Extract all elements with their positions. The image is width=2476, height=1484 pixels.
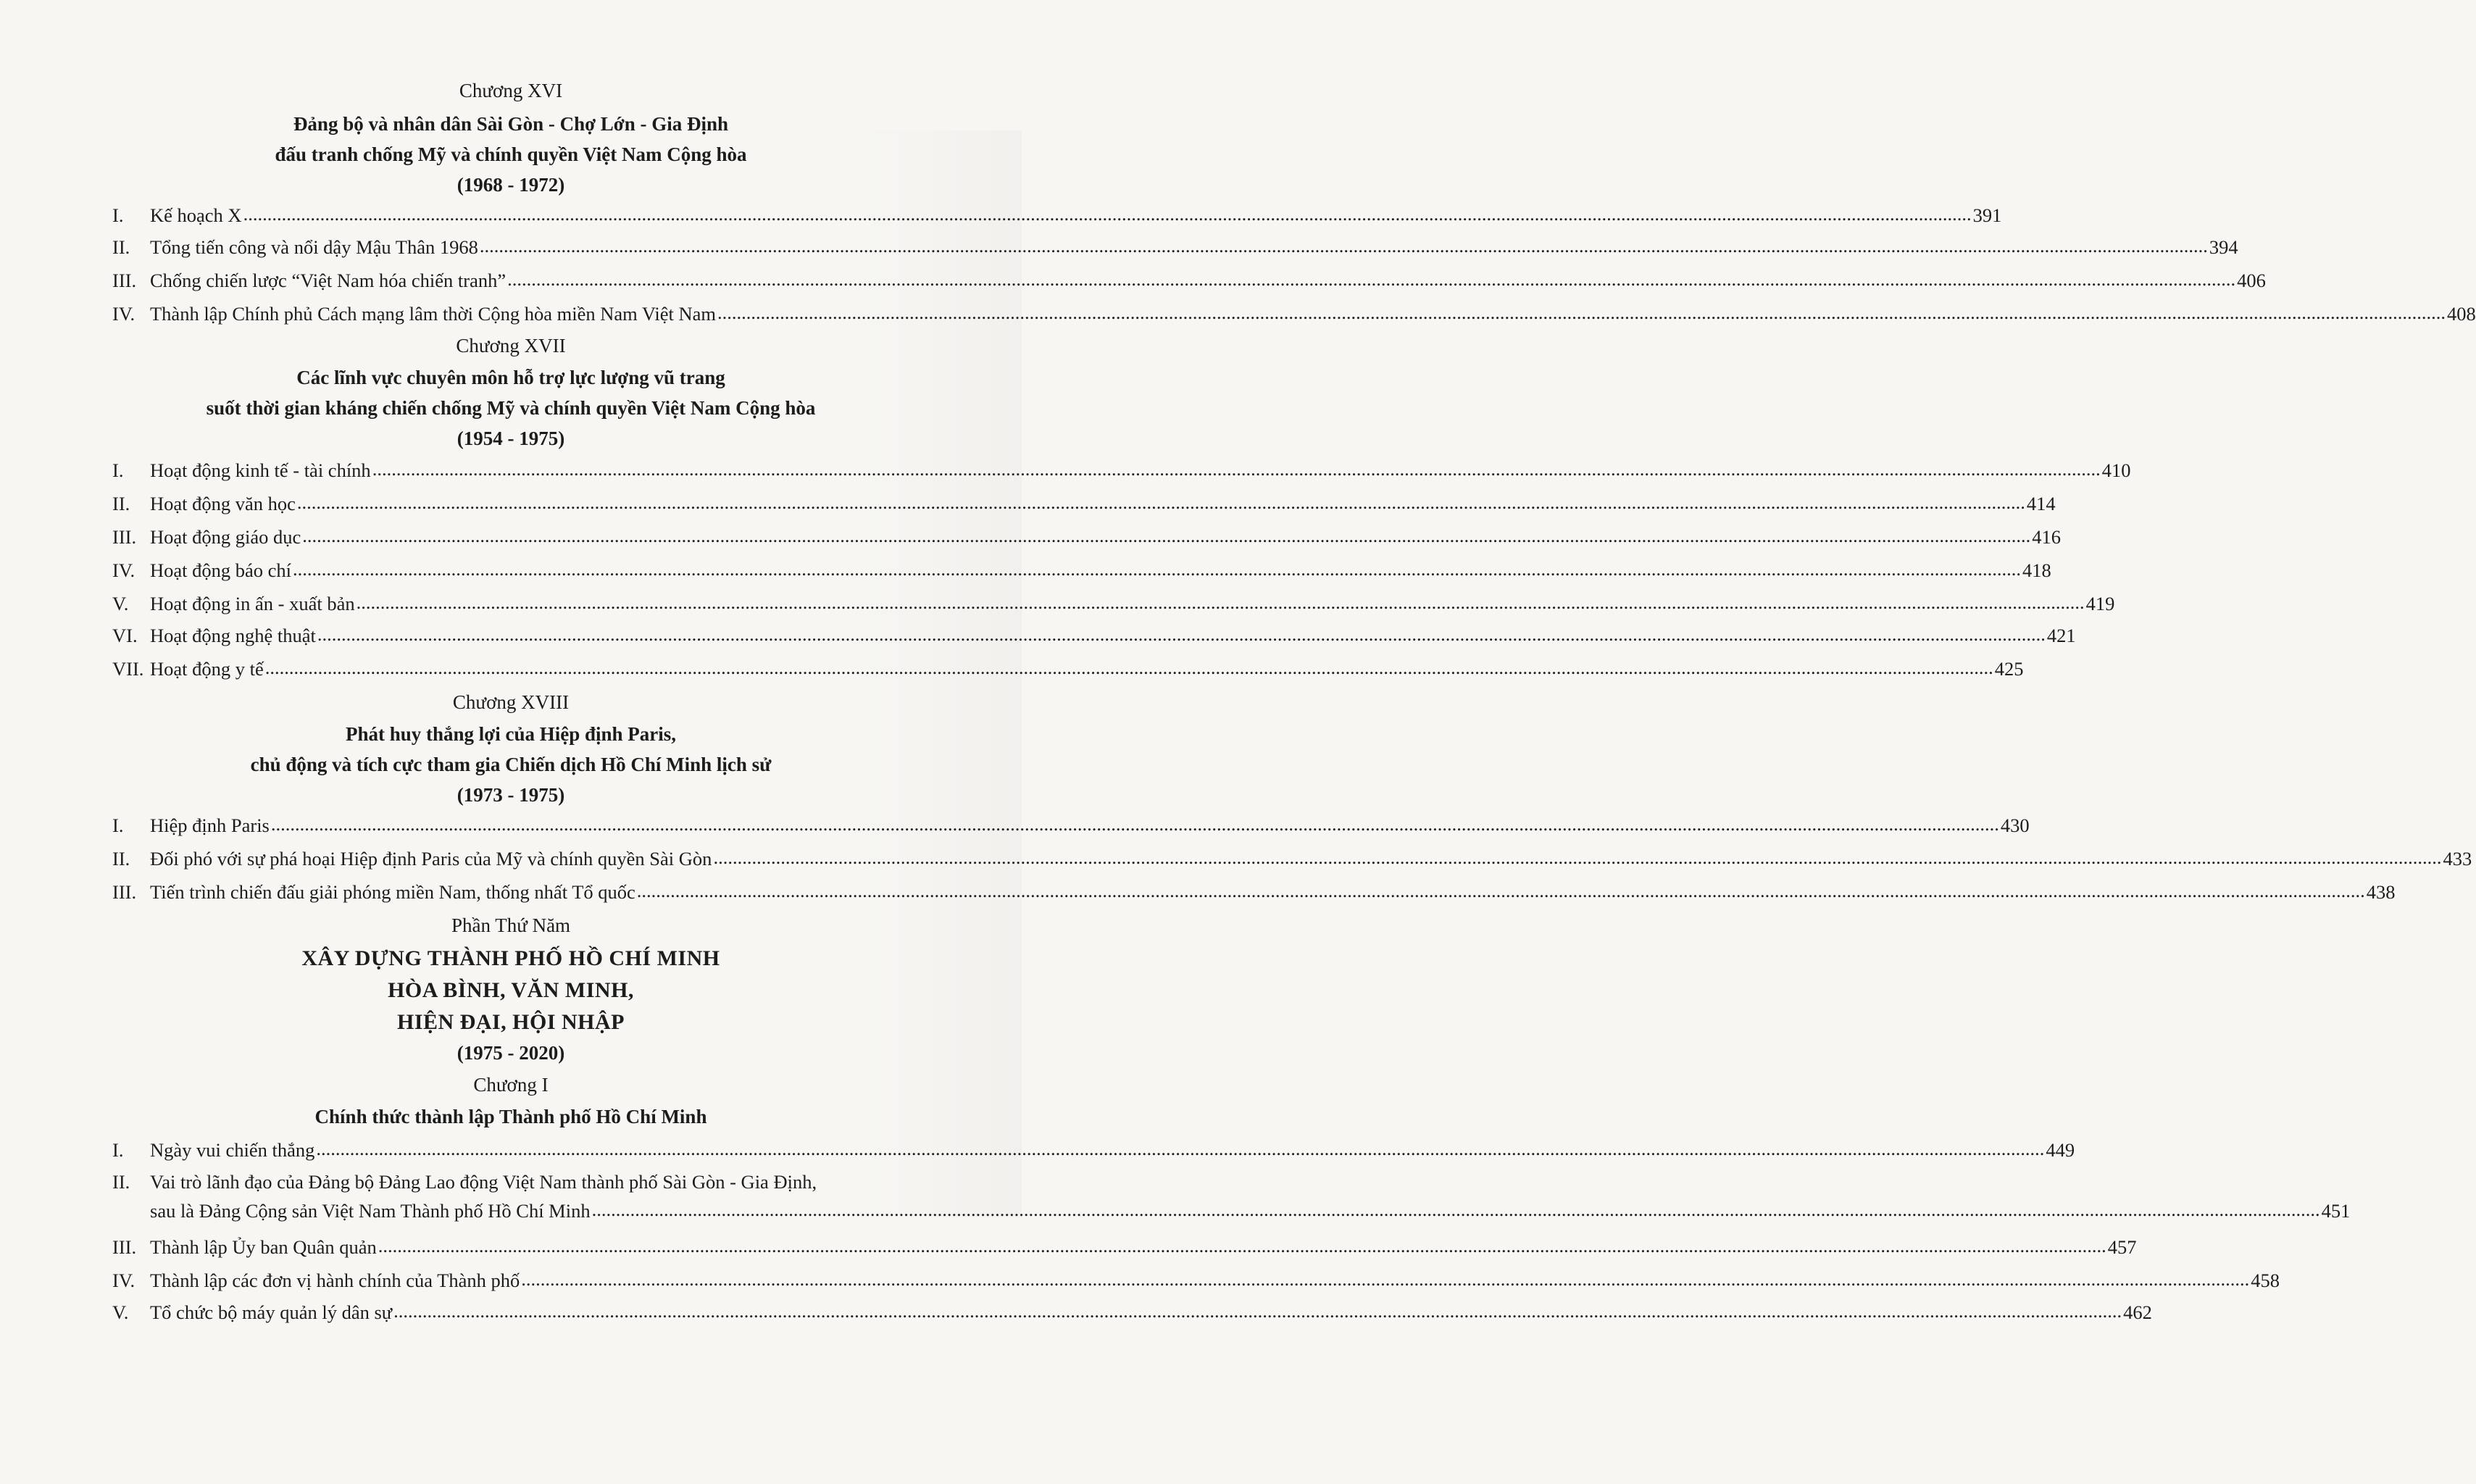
leader-dots bbox=[372, 458, 2101, 480]
entry-title: Hoạt động báo chí bbox=[150, 559, 292, 581]
chapter-period: (1973 - 1975) bbox=[457, 784, 565, 806]
leader-dots bbox=[297, 491, 2025, 514]
leader-dots bbox=[717, 301, 2446, 324]
toc-entry[interactable] bbox=[112, 526, 2062, 555]
entry-page: 416 bbox=[2032, 526, 2062, 548]
entry-number: II. bbox=[112, 1171, 130, 1193]
entry-title: Hoạt động văn học bbox=[150, 493, 296, 514]
entry-page: 418 bbox=[2022, 559, 2051, 581]
entry-number: I. bbox=[112, 459, 124, 481]
entry-number: V. bbox=[112, 1301, 129, 1323]
entry-number: I. bbox=[112, 814, 124, 836]
toc-entry[interactable] bbox=[112, 1301, 2152, 1330]
entry-title: Chống chiến lược “Việt Nam hóa chiến tranh” bbox=[150, 270, 507, 291]
part-heading: Phần Thứ Năm bbox=[451, 914, 571, 936]
entry-number: III. bbox=[112, 881, 137, 903]
entry-number: I. bbox=[112, 1139, 124, 1161]
entry-number: I. bbox=[112, 204, 124, 226]
toc-entry[interactable] bbox=[112, 236, 2238, 265]
chapter-heading: Chương XVIII bbox=[452, 691, 570, 713]
entry-number: IV. bbox=[112, 559, 136, 581]
leader-dots bbox=[637, 880, 2365, 902]
leader-dots bbox=[265, 656, 1993, 679]
entry-title-cont: sau là Đảng Cộng sản Việt Nam Thành phố Hồ Chí Minh bbox=[150, 1200, 591, 1222]
entry-title: Vai trò lãnh đạo của Đảng bộ Đảng Lao động Việt Nam thành phố Sài Gòn - Gia Định, bbox=[150, 1171, 817, 1193]
toc-entry[interactable] bbox=[112, 881, 2396, 910]
toc-entry[interactable] bbox=[112, 1139, 2075, 1168]
entry-title: Hoạt động giáo dục bbox=[150, 526, 301, 548]
toc-entry[interactable] bbox=[112, 1171, 2351, 1229]
entry-title: Tiến trình chiến đấu giải phóng miền Nam, thống nhất Tổ quốc bbox=[150, 881, 635, 903]
toc-entry[interactable] bbox=[112, 204, 2002, 233]
entry-body bbox=[150, 1171, 2350, 1222]
entry-page: 421 bbox=[2046, 625, 2076, 646]
entry-number: VI. bbox=[112, 625, 138, 646]
entry-page: 414 bbox=[2026, 493, 2056, 514]
entry-title-continuation bbox=[150, 1200, 2350, 1222]
entry-number: VII. bbox=[112, 658, 144, 680]
entry-title: Thành lập Chính phủ Cách mạng lâm thời Cộng hòa miền Nam Việt Nam bbox=[150, 303, 717, 325]
leader-dots bbox=[713, 846, 2441, 869]
toc-entry[interactable] bbox=[112, 559, 2051, 588]
leader-dots bbox=[316, 1138, 2044, 1160]
chapter-title-line-2: chủ động và tích cực tham gia Chiến dịch Hồ Chí Minh lịch sử bbox=[250, 754, 772, 775]
entry-title: Hiệp định Paris bbox=[150, 814, 270, 836]
entry-page: 433 bbox=[2443, 848, 2472, 870]
entry-title: Hoạt động in ấn - xuất bản bbox=[150, 593, 355, 614]
leader-dots bbox=[293, 558, 2021, 580]
entry-page: 419 bbox=[2085, 593, 2115, 614]
leader-dots bbox=[271, 813, 1999, 835]
entry-number: III. bbox=[112, 526, 137, 548]
leader-dots bbox=[243, 203, 1972, 225]
part-title-line-3: HIỆN ĐẠI, HỘI NHẬP bbox=[396, 1010, 625, 1034]
part-title-line-1: XÂY DỰNG THÀNH PHỐ HỒ CHÍ MINH bbox=[301, 946, 720, 970]
toc-entry[interactable] bbox=[112, 270, 2266, 299]
entry-page: 451 bbox=[2321, 1200, 2351, 1222]
entry-page: 438 bbox=[2366, 881, 2396, 903]
toc-entry[interactable] bbox=[112, 459, 2131, 488]
toc-entry[interactable] bbox=[112, 814, 2030, 843]
toc-entry[interactable] bbox=[112, 848, 2472, 877]
leader-dots bbox=[357, 591, 2085, 614]
leader-dots bbox=[592, 1199, 2320, 1221]
leader-dots bbox=[317, 623, 2046, 646]
leader-dots bbox=[507, 268, 2235, 291]
entry-page: 462 bbox=[2123, 1301, 2152, 1323]
toc-entry[interactable] bbox=[112, 658, 2024, 687]
entry-number: II. bbox=[112, 493, 130, 514]
entry-number: II. bbox=[112, 236, 130, 258]
entry-title: Hoạt động nghệ thuật bbox=[150, 625, 316, 646]
entry-title: Đối phó với sự phá hoại Hiệp định Paris của Mỹ và chính quyền Sài Gòn bbox=[150, 848, 712, 870]
entry-number: IV. bbox=[112, 303, 136, 325]
entry-page: 391 bbox=[1972, 204, 2002, 226]
entry-page: 430 bbox=[2000, 814, 2030, 836]
entry-title: Ngày vui chiến thắng bbox=[150, 1139, 315, 1161]
chapter-title-line-1: Các lĩnh vực chuyên môn hỗ trợ lực lượng vũ trang bbox=[296, 367, 725, 388]
chapter-title-line-1: Đảng bộ và nhân dân Sài Gòn - Chợ Lớn - Gia Định bbox=[293, 113, 729, 135]
leader-dots bbox=[378, 1235, 2106, 1257]
chapter-heading: Chương XVI bbox=[459, 80, 563, 101]
entry-number: III. bbox=[112, 270, 137, 291]
entry-page: 458 bbox=[2251, 1270, 2280, 1291]
toc-entry[interactable] bbox=[112, 625, 2076, 654]
entry-title: Hoạt động kinh tế - tài chính bbox=[150, 459, 371, 481]
entry-title: Kế hoạch X bbox=[150, 204, 242, 226]
chapter-title-line-1: Phát huy thắng lợi của Hiệp định Paris, bbox=[345, 723, 677, 745]
chapter-title-line-2: suốt thời gian kháng chiến chống Mỹ và chính quyền Việt Nam Cộng hòa bbox=[206, 397, 816, 419]
entry-page: 425 bbox=[1994, 658, 2024, 680]
leader-dots bbox=[480, 235, 2208, 257]
entry-page: 457 bbox=[2107, 1236, 2137, 1258]
entry-title: Hoạt động y tế bbox=[150, 658, 264, 680]
leader-dots bbox=[302, 525, 2030, 547]
chapter-heading: Chương XVII bbox=[456, 335, 566, 357]
entry-title: Tổ chức bộ máy quản lý dân sự bbox=[150, 1301, 393, 1323]
chapter-heading: Chương I bbox=[473, 1074, 549, 1096]
leader-dots bbox=[521, 1268, 2249, 1291]
chapter-title-line-2: đấu tranh chống Mỹ và chính quyền Việt Nam Cộng hòa bbox=[275, 143, 747, 165]
leader-dots bbox=[393, 1300, 2122, 1322]
entry-number: III. bbox=[112, 1236, 137, 1258]
entry-number: IV. bbox=[112, 1270, 136, 1291]
entry-page: 408 bbox=[2447, 303, 2476, 325]
toc-entry[interactable] bbox=[112, 1236, 2137, 1265]
part-period: (1975 - 2020) bbox=[457, 1042, 565, 1064]
entry-page: 449 bbox=[2046, 1139, 2075, 1161]
entry-number: II. bbox=[112, 848, 130, 870]
entry-title: Thành lập Ủy ban Quân quản bbox=[150, 1236, 377, 1258]
toc-entry[interactable] bbox=[112, 303, 2476, 332]
toc-entry[interactable] bbox=[112, 1270, 2280, 1298]
part-title-line-2: HÒA BÌNH, VĂN MINH, bbox=[388, 978, 634, 1002]
chapter-title-line-1: Chính thức thành lập Thành phố Hồ Chí Minh bbox=[314, 1106, 707, 1127]
entry-number: V. bbox=[112, 593, 129, 614]
toc-entry[interactable] bbox=[112, 593, 2115, 622]
entry-page: 406 bbox=[2237, 270, 2266, 291]
entry-title: Tổng tiến công và nổi dậy Mậu Thân 1968 bbox=[150, 236, 478, 258]
toc-entry[interactable] bbox=[112, 493, 2056, 522]
entry-title: Thành lập các đơn vị hành chính của Thành phố bbox=[150, 1270, 520, 1291]
entry-page: 394 bbox=[2209, 236, 2238, 258]
chapter-period: (1968 - 1972) bbox=[457, 174, 565, 196]
chapter-period: (1954 - 1975) bbox=[457, 428, 565, 449]
entry-page: 410 bbox=[2101, 459, 2131, 481]
